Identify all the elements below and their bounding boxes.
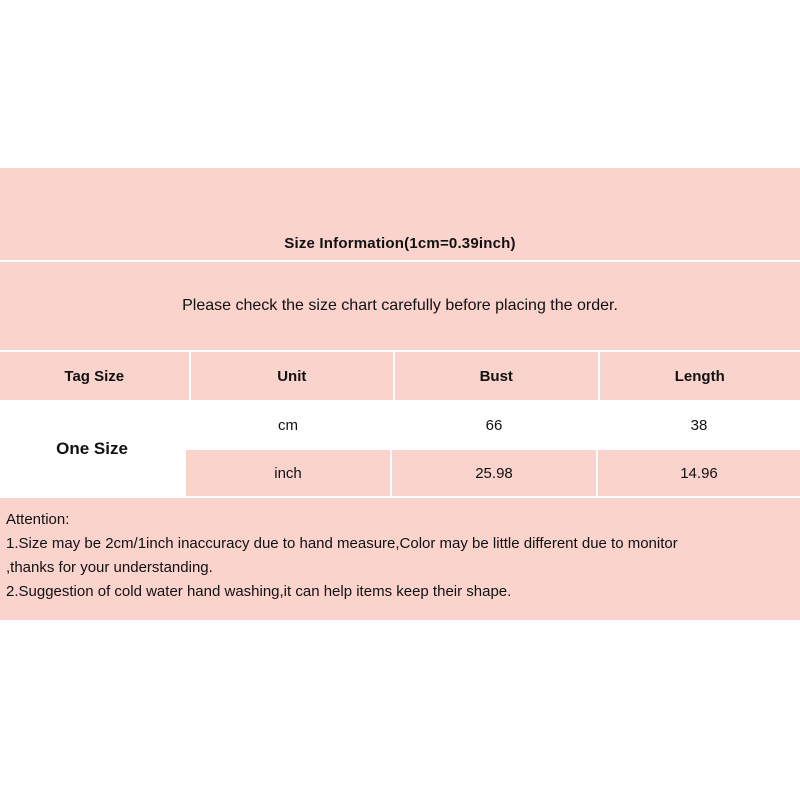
table-data-columns (186, 402, 800, 496)
table-row (186, 450, 800, 496)
size-chart (0, 168, 800, 620)
attention-note-1: 1.Size may be 2cm/1inch inaccuracy due to hand measure,Color may be little different due to monitor (6, 535, 678, 552)
table-header-row (0, 352, 800, 400)
cell-bust-inch: 25.98 (475, 464, 513, 482)
attention-block (0, 498, 800, 620)
chart-title-row (0, 168, 800, 260)
page-title: Size Information(1cm=0.39inch) (284, 235, 516, 252)
table-row (186, 402, 800, 448)
header-unit: Unit (277, 367, 307, 385)
header-length: Length (674, 367, 725, 385)
cell-tag-size-one-size: One Size (0, 402, 184, 496)
cell-bust-cm: 66 (392, 402, 596, 448)
cell-unit-cm: cm (186, 402, 390, 448)
attention-heading: Attention: (6, 511, 70, 528)
attention-note-1-cont: ,thanks for your understanding. (6, 559, 213, 576)
attention-note-2: 2.Suggestion of cold water hand washing,it can help items keep their shape. (6, 583, 512, 600)
table-body (0, 402, 800, 496)
header-bust: Bust (479, 367, 513, 385)
cell-length-inch: 14.96 (680, 464, 718, 482)
cell-unit-inch: inch (274, 464, 302, 482)
chart-subtitle-row (0, 262, 800, 350)
chart-subtitle: Please check the size chart carefully before placing the order. (182, 297, 618, 314)
cell-length-cm: 38 (598, 402, 800, 448)
header-tag-size: Tag Size (64, 367, 125, 385)
